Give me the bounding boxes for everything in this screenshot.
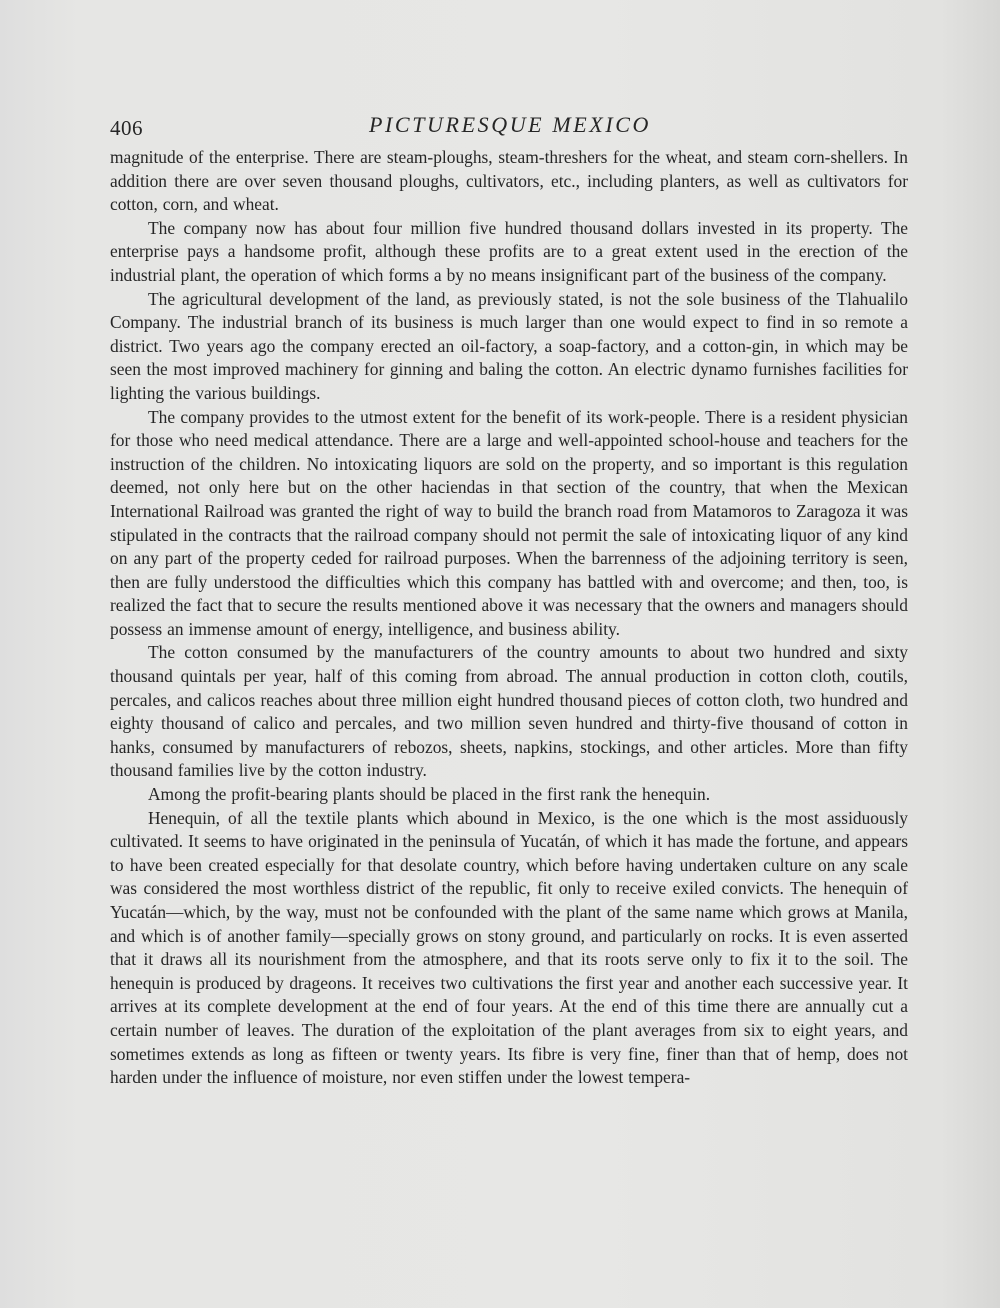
page-number: 406 <box>110 116 143 140</box>
paragraph: The company now has about four million five hundred thousand dollars invested in its property. The enterprise pays a handsome profit, although these profits are to a great extent used in the erection of the industrial plant, the operation of which forms a by no means insignificant part of the business of the company. <box>110 217 908 285</box>
paragraph: Henequin, of all the textile plants which abound in Mexico, is the one which is the most assiduously cultivated. It seems to have originated in the peninsula of Yucatán, of which it has made the fortune, and appears to have been created especially for that desolate country, which before having undertaken culture on any scale was considered the most worthless district of the republic, fit only to receive exiled convicts. The henequin of Yucatán—which, by the way, must not be confounded with the plant of the same name which grows at Manila, and which is of another family—specially grows on stony ground, and particularly on rocks. It is even asserted that it draws all its nourishment from the atmosphere, and that its roots serve only to fix it to the soil. The henequin is produced by drageons. It receives two cultivations the first year and another each successive year. It arrives at its complete development at the end of four years. At the end of this time there are annually cut a certain number of leaves. The duration of the exploitation of the plant averages from six to eight years, and sometimes extends as long as fifteen or twenty years. Its fibre is very fine, finer than that of hemp, does not harden under the influence of moisture, nor even stiffen under the lowest tempera- <box>110 807 908 1088</box>
running-head <box>110 108 910 142</box>
paragraph: The agricultural development of the land, as previously stated, is not the sole business of the Tlahualilo Company. The industrial branch of its business is much larger than one would expect to find in so remote a district. Two years ago the company erected an oil-factory, a soap-factory, and a cotton-gin, in which may be seen the most improved machinery for ginning and baling the cotton. An electric dynamo furnishes facilities for lighting the various buildings. <box>110 288 908 403</box>
paragraph-continued: magnitude of the enterprise. There are steam-ploughs, steam-threshers for the wheat, and steam corn-shellers. In addition there are over seven thousand ploughs, cultivators, etc., including planters, as well as cultivators for cotton, corn, and wheat. <box>110 147 908 215</box>
running-title: PICTURESQUE MEXICO <box>368 112 652 137</box>
paragraph: Among the profit-bearing plants should be placed in the first rank the henequin. <box>148 784 711 805</box>
paragraph: The cotton consumed by the manufacturers of the country amounts to about two hundred and sixty thousand quintals per year, half of this coming from abroad. The annual production in cotton cloth, coutils, percales, and calicos reaches about three million eight hundred thousand pieces of cotton cloth, two hundred and eighty thousand of calico and percales, and two million seven hundred and thirty-five thousand of cotton in hanks, consumed by manufacturers of rebozos, sheets, napkins, stockings, and other articles. More than fifty thousand families live by the cotton industry. <box>110 642 908 781</box>
paragraph: The company provides to the utmost extent for the benefit of its work-people. There is a resident physician for those who need medical attendance. There are a large and well-appointed school-house and teachers for the instruction of the children. No intoxicating liquors are sold on the property, and so important is this regulation deemed, not only here but on the other haciendas in that section of the country, that when the Mexican International Railroad was granted the right of way to build the branch road from Matamoros to Zaragoza it was stipulated in the contracts that the railroad company should not permit the sale of intoxicating liquor of any kind on any part of the property ceded for railroad purposes. When the barrenness of the adjoining territory is seen, then are fully understood the difficulties which this company has battled with and overcome; and then, too, is realized the fact that to secure the results mentioned above it was necessary that the owners and managers should possess an immense amount of energy, intelligence, and business ability. <box>110 406 908 639</box>
body-text <box>110 146 908 1090</box>
